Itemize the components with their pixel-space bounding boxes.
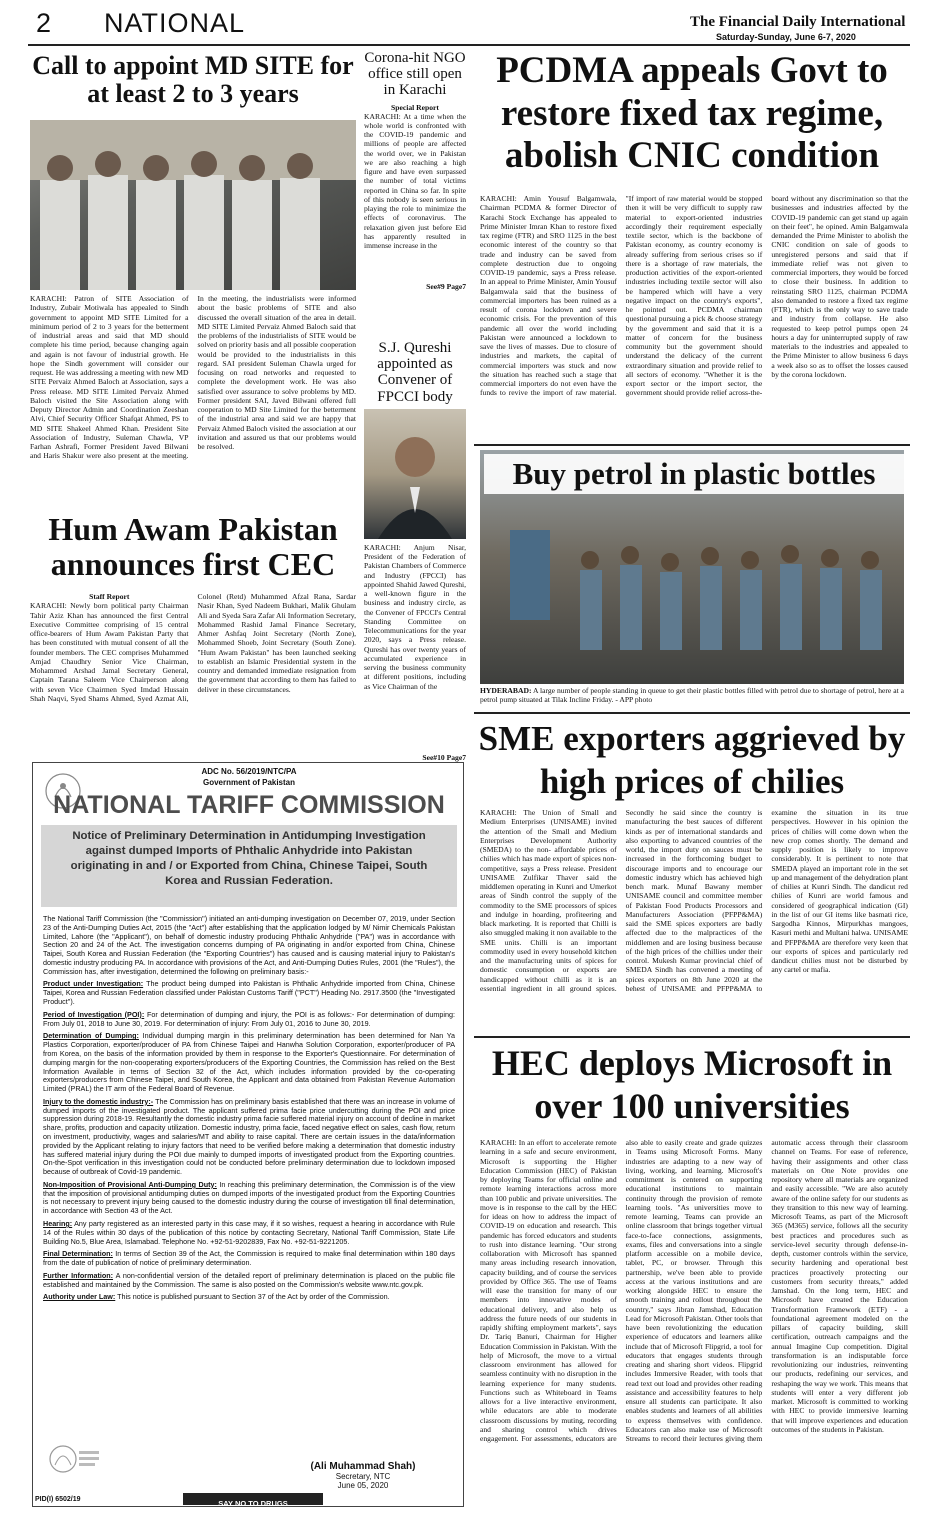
site-text: MD SITE Limited Pervaiz Ahmed Baloch visited the Site Association along with Deputy Director Admin and Coordination Zeeshan Alvi, Chief Security Officer Shafqat Ahmed, PS to MD SITE Shakeel Ahmed Khan. President Site Association of Industry, Suleman Chawla, VP Farhan Ashrafi, Former President Javed Bilwani and Haris Shakur were also present at the meeting. In the meeting, the industrialists were informed about the basic problems of SITE and also discussed the overall situation of the area in detail. MD SITE Limited Pervaiz Ahmed Baloch said that the problems of the industrialists of SITE would be solved on priority basis and all possible cooperation would be provided to the industrialists in this regard. SAI president Suleman Chawla urged for focusing on road networks and requested to complete the development work. He was also satisfied over assurance to solve problems by MD. Former president SAI, Javed Bilwani offered full cooperation to MD Site Limited for the betterment of the industrial area and said we are happy that Pervaiz Ahmed Baloch visited the association at our invitation and assured us that our problems would be resolved. <box>30 294 356 461</box>
tariff-section-title: Hearing: <box>43 1219 73 1228</box>
tariff-section <box>43 1293 455 1302</box>
petrol-story <box>474 444 910 710</box>
tariff-section-text: For determination of dumping and injury, the POI is as follows:- For determination of dumping: From July 01, 2018 to June 30, 2019. For determination of injury: From July 01, 2016 to June 30, 2019. <box>43 1009 455 1028</box>
tariff-section-title: Non-Imposition of Provisional Anti-Dumping Duty: <box>43 1179 217 1189</box>
hum-awam-byline: Staff Report <box>89 592 130 601</box>
tariff-signature <box>263 1461 463 1490</box>
ngo-headline: Corona-hit NGO office still open in Karachi <box>364 50 466 99</box>
tariff-section-text: The product being dumped into Pakistan is Phthalic Anhydride imported from China, Chinese Taipei, Korea and Russian Federation classified under Pakistan Customs Tariff ("PCT") Heading No. 2917.3500 (the "Investigated Product"). <box>43 979 455 1007</box>
section-name: NATIONAL <box>104 8 246 38</box>
queue-figures <box>480 450 904 684</box>
petrol-queue-photo <box>480 450 904 684</box>
hec-story <box>474 1036 910 1506</box>
tariff-notice-box <box>41 825 457 907</box>
tariff-sections <box>43 980 455 1302</box>
qureshi-headline: S.J. Qureshi appointed as Convener of FPCCI body <box>377 340 453 405</box>
tariff-section <box>43 1250 455 1268</box>
signatory-date: June 05, 2020 <box>337 1481 389 1490</box>
tariff-section-text: The Commission has on preliminary basis established that there was an increase in volume of dumped imports of the investigated product. The applicant suffered prima facie price undercutting during the POI and price suppression during 2018-19. Resultantly the domestic industry prima facie suffered material injury on account of decline in market share, profits, production and capacity utilization. Domestic industry, prima facie, faced negative effect on sales, cash flow, return on investment, productivity, wages and salaries/MT and ability to raise capital. There are certain issues in the data/information provided by the Applicant relating to injury factors that need to be verified before making a determination that domestic industry has suffered material injury during the POI due mainly to dumped imports of investigated product from the Exporting countries. On-the-Spot verification in this investigation could not be conducted before preliminary determination due to lockdown imposed because of outbreak of Covid-19 pandemic. <box>43 1096 455 1177</box>
sme-headline: SME exporters aggrieved by high prices of chilies <box>478 719 906 801</box>
hum-awam-body <box>30 592 356 760</box>
signatory-title: Secretary, NTC <box>335 1472 391 1481</box>
tariff-section-text: This notice is published pursuant to Section 37 of the Act by order of the Commission. <box>117 1292 390 1302</box>
ngo-continued: See#9 Page7 <box>426 281 466 291</box>
pcdma-headline: PCDMA appeals Govt to restore fixed tax regime, abolish CNIC condition <box>496 50 888 177</box>
pakistan-public-procurement-logo <box>43 1441 103 1495</box>
masthead-rule <box>28 44 910 46</box>
tariff-intro: The National Tariff Commission (the "Commission") initiated an anti-dumping investigation on December 07, 2019, under Section 23 of the Anti-Dumping Duties Act, 2015 (the "Act") after establishing that the application lodged by M/ Nimir Chemicals Pakistan Limited, Lahore (the "Applicant"), on behalf of domestic industry producing Phthalic Anhydride ("PA") was in accordance with Section 20 and 24 of the Act. The investigation concerns dumping of PA originating in and/or exported from China, Chinese Taipei, South Korea and Russian Federation (the "Exporting Countries") has caused and is causing material injury to Pakistan's domestic industry producing PA. In accordance with provisions of the Act, and Anti-Dumping Duties Rules, 2001 (the "Rules"), the Commission has, after investigation, determined the following on preliminary basis:- <box>43 915 455 976</box>
tariff-section-title: Further Information: <box>43 1270 114 1280</box>
site-caption: KARACHI: Patron of SITE Association of Industry, Zubair Motiwala has appealed to Sindh government to appoint MD SITE Limited for a minimum period of 2 to 3 years for the betterment of industrial areas and said that MD should complete his time period, because changing again and again is not favour of industrial growth. He hope the Sindh government will consider our request. He was addressing a meeting with new MD SITE Pervaiz Ahmed Baloch at Association, says a Press release. <box>30 294 189 396</box>
portrait-figure <box>364 409 466 539</box>
tariff-section-title: Authority under Law: <box>43 1292 116 1302</box>
petrol-caption <box>480 686 904 704</box>
sme-story <box>474 712 910 1034</box>
ngo-story <box>364 50 466 340</box>
tariff-section-text: A non-confidential version of the detailed report of preliminary determination is placed on the public file established and maintained by the Commission. The same is also posted on the Commission's website www.ntc.gov.pk. <box>43 1270 455 1289</box>
tariff-section-text: In reaching this preliminary determination, the Commission is of the view that the imposition of provisional antidumping duties on dumped imports of the investigated product from the Exporting Countries is not necessary to prevent injury being caused to the domestic industry during the course of investigation till final determination, in accordance with Section 43 of the Act. <box>43 1179 455 1216</box>
pcdma-body: KARACHI: Amin Yousuf Balgamwala, Chairman PCDMA & former Director of Karachi Stock Exchange has appealed to Prime Minister Imran Khan to restore fixed tax regime (FTR) and SRO 1125 in the best economic interest of the country so that trade and industry can be saved from complete destruction due to ongoing COVID-19 pandemic, says a Press release. In an appeal to Prime Minister, Amin Yousuf Balgamwala said that the business of commercial importers has been ruined as a result of corona lockdown and severe economic crisis. For the prevention of this pandemic all over the world including Pakistan were announced a lockdown to save the lives of masses. Due to closure of industries and markets, the capital of commercial importers was stuck and now the situation has reached such a stage that commercial importers do not even have the funds to revive the import of raw material. "If import of raw material would be stopped then it will be very difficult to supply raw material to export-oriented industries accordingly their requirement especially textile sector, which is the backbone of Pakistan economy, as country economy is already suffering from serious crises so if there is a shortage of raw materials, the production activities of the export-oriented industries including textile sector will also be hampered which will have a very negative impact on the country's exports", he pointed out. PCDMA chairman questional pursuing a pick & choose strategy by the government and said that it is a matter of concern for the business community but the government should understand the delicacy of the current extraordinary situation and provide relief to all sectors of economy. "Whether it is the export sector or the import sector, the government should provide relief across-the-board without any discrimination so that the businesses and industries affected by the COVID-19 pandemic can get stand up again on their feet", he opined. Amin Balgamwala demanded the Prime Minister to abolish the CNIC condition on sale of goods to unregistered persons and said that if immediate relief was not given to commercial importers, they would be forced to close their business. In addition to reinstating SRO 1125, chairman PCDMA also demanded to restore a fixed tax regime (FTR), which is the only way to save trade and industry from collapse. He also requested to keep petrol pumps open 24 hours a day for uninterrupted supply of raw materials to the industries and appealed to the Prime Minister to allow business 6 days a week also so as to offset the losses caused by the corona lockdown. <box>480 194 908 398</box>
tariff-section <box>43 1098 455 1177</box>
slogan-text: SAY NO TO DRUGS <box>218 1499 288 1508</box>
tariff-section-title: Final Determination: <box>43 1249 113 1259</box>
site-meeting-photo <box>30 120 356 290</box>
pcdma-story <box>474 50 910 440</box>
hum-awam-headline: Hum Awam Pakistan announces first CEC <box>48 511 338 582</box>
tariff-body <box>43 915 455 1460</box>
qureshi-body: KARACHI: Anjum Nisar, President of the Federation of Pakistan Chambers of Commerce and Industry (FPCCI) has appointed Shahid Jawed Qureshi, a well-known figure in the business and industry circle, as the Convener of FPCCI's Central Standing Committee on Telecommunications for the year 2020, says a Press release. Qureshi has over twenty years of accumulated experience in serving the business community at different positions, including as Vice Chairman of the <box>364 542 466 691</box>
tariff-pid: PID(I) 6502/19 <box>35 1496 81 1503</box>
tariff-adc: ADC No. 56/2019/NTC/PA <box>201 767 297 776</box>
hum-awam-story <box>28 510 358 760</box>
tariff-section-title: Determination of Dumping: <box>43 1031 139 1041</box>
tariff-section <box>43 1181 455 1216</box>
qureshi-story <box>364 340 466 760</box>
petrol-headline: Buy petrol in plastic bottles <box>512 456 876 491</box>
tariff-section-text: Any party registered as an interested party in this case may, if it so wishes, request a hearing in accordance with Rule 14 of the Rules within 30 days of the publication of this notice by contacting Secretary, National Tariff Commission, State Life Building No.5, Blue Area, Islamabad. Telephone No. +92-51-9202839, Fax No. +92-51-9221205. <box>43 1219 455 1246</box>
tariff-section <box>43 980 455 1006</box>
signatory-name: (Ali Muhammad Shah) <box>310 1461 416 1472</box>
slogan-banner <box>183 1493 323 1508</box>
petrol-caption-text: A large number of people standing in queue to get their plastic bottles filled with petrol due to shortage of petrol, here at a petrol pump situated at Tilak Incline Friday. - APP photo <box>480 686 904 705</box>
site-headline: Call to appoint MD SITE for at least 2 to 3 years <box>32 51 354 109</box>
tariff-section <box>43 1272 455 1290</box>
tariff-section <box>43 1032 455 1093</box>
issue-date: Saturday-Sunday, June 6-7, 2020 <box>716 32 856 42</box>
hum-awam-text: KARACHI: Newly born political party Chairman Tahir Aziz Khan has announced the first Central Executive Committee comprising of 15 central office-bearers of Hum Awam Pakistan Party that has been constituted with mutual consent of all the founder members. The CEC comprises Muhammed Amjad Chaudhry Senior Vice Chairman, Mohammed Arshad Jamal Secretary General, Captain Tarana Saleem Vice Chairperson along with seven Vice Chairmen Syed Imdad Hussain Shah Naqvi, Syed Shams Ahmed, Syed Azmat Ali, Colonel (Retd) Muhammed Afzal Rana, Sardar Nasir Khan, Syed Nadeem Bukhari, Malik Ghulam Ali and Syeda Sara Zafar Ali Information Secretary, Mohammed Rashid Jamal Finance Secretary, Ahmer Ashfaq Joint Secretary (North Zone), Mohammed Shoeb, Joint Secretary (South Zone). "Hum Awam Pakistan" has been launched seeking to establish an Islamic Presidential system in the country and demanded immediate resignation from the government that according to them has failed to deliver in these circumstances. <box>30 592 356 703</box>
tariff-section-title: Period of Investigation (POI): <box>43 1009 145 1019</box>
tariff-section <box>43 1011 455 1029</box>
masthead <box>0 0 945 46</box>
sme-body: KARACHI: The Union of Small and Medium Enterprises (UNISAME) invited the attention of the Small and Medium Enterprises Development Authority (SMEDA) to the non- affordable prices of chilies which has made export of spices non-competitive, says a Press release. President UNISAME Zulfikar Thaver said the middlemen operating in Kunri and Umerkot areas of Sindh control the supply of the commodity to the SME processors of spices and indulge in hoarding, profiteering and black marketing. It is reported that Chilli is also smuggled making it non available to the SME units. Chilli is an important commodity used in every household kitchen and the manufacturing units of spices for domestic consumption or exports are handicapped without chilli as it is an essential ingredient in all ground spices. Secondly he said since the country is manufacturing the best sauces of different kinds as per of international standards and also exporting to advanced countries of the world, the import duty on sauces must be increased in the forthcoming budget to discourage imports and to encourage our domestic industry which has achieved high bench mark. Munaf Bawany member UNISAME council and committee member of Pakistan Food Products Processors and Manufacturers Association (PFPP&MA) said the SME spices exporters are badly affected due to the malpractices of the middlemen and are losing business because of the high prices of the chillies under their control. Mukesh Kumar provincial chief of SMEDA Sindh has convened a meeting of spices exporters on 8th June 2020 at the behest of UNISAME and PFPP&MA to examine the situation in its true perspectives. However in his opinion the prices of chilies will come down when the new crop comes shortly. The demand and supply position is likely to improve considerably. It is pertinent to note that SMEDA played an important role in the set up and management of the dehydration plant of chilies at Kunri Sindh. The dandicut red chilies of Kunri are world famous and considered of geographical indication (GI) in the list of our GI items like basmati rice, Sargodha Kinnos, Mirpurkhas mangoes, Kasuri methi and Multani halwa. UNISAME and PFPP&MA are therefore very keen that our exports of spices and particularly red dandicut chilies must not be disturbed by any cartel or mafia. <box>480 808 908 993</box>
tariff-section-title: Injury to the domestic industry:- <box>43 1096 154 1106</box>
tariff-notice: Notice of Preliminary Determination in Antidumping Investigation against dumped Imports of Phthalic Anhydride into Pakistan originating in and / or Exported from China, Chinese Taipei, South Korea and Russian Federation. <box>70 830 428 888</box>
tariff-section-text: Individual dumping margin in this preliminary determination has been determined for Nan Ya Plastics Corporation, exporter/producer of PA from Chinese Taipei and Hanwha Solution Corporation, exporter/producer of PA from Korea, on the basis of the information provided by them in response to the Exporter's Questionnaire. For determination of dumping margin for the non-cooperating exporters/producers of the Exporting Countries, the Commission has relied on the Best Information Available in terms of Section 32 of the Act, which includes information provided by the co-operating exporters/producers from Chinese Taipei, and South Korea, the Applicant and data obtained from Pakistan Revenue Automation Limited (PRAL) the IT arm of the Federal Board of Revenue. <box>43 1031 455 1094</box>
page-number: 2 <box>36 8 52 38</box>
site-story <box>28 50 358 510</box>
tariff-section-title: Product under Investigation: <box>43 979 144 989</box>
paper-name: The Financial Daily International <box>690 14 906 30</box>
petrol-caption-place: HYDERABAD: <box>480 686 532 695</box>
tariff-gov: Government of Pakistan <box>202 778 296 787</box>
ngo-body: KARACHI: At a time when the whole world is confronted with the COVID-19 pandemic and millions of people are affected the world over, we in Pakistan we are also reaching a high figure and have even surpassed the number of total victims reported in China so far. In spite of this nobody is seen serious in playing the role to minimize the effects of coronavirus. The relaxation given just before Eid has apparently resulted in immense increase in the <box>364 111 466 251</box>
site-body <box>30 294 356 508</box>
hec-body: KARACHI: In an effort to accelerate remote learning in a safe and secure environment, Microsoft is supporting the Higher Education Commission (HEC) of Pakistan by deploying Teams for official online and remote learning interactions across more than 100 public and private universities. The move is in response to the call by the HEC for ideas on how to address the impact of COVID-19 on education and research. This pandemic has forced educators and students to rush into distance learning. "Our strong collaboration with Microsoft has spanned many areas including research innovation, capacity building, and of course the services provided by Office 365. The use of Teams will ease the transition for many of our members into innovative modes of educational delivery, and also help us address the future needs of our students in rapidly shifting employment markets", says Dr. Tariq Banuri, Chairman for Higher Education Commission in Pakistan. With the help of Microsoft, the move to a virtual classroom environment has allowed for seamless continuity with no disruption in the learning experience for many students. Functions such as Whiteboard in Teams allows for a live interactive environment, while educators are able to moderate classroom discussions by muting, recording and sharing control which drives engagement. For assessments, educators are also able to easily create and grade quizzes in Teams using Microsoft Forms. Many industries are adapting to a new way of living, working, and learning. Microsoft's commitment is centered on supporting educational institutions to maintain continuity through the provision of remote learning tools. "As universities move to remote learning, Teams can provide an online classroom that brings together virtual face-to-face connections, assignments, exams, files and conversations into a single platform accessible on a mobile device, tablet, PC, or browser. Through this partnership, we've been able to provide access at the various institutions and are working alongside HEC to ensure the smooth training and rollout throughout the country," says Jibran Jamshad, Education Lead for Microsoft Pakistan. Other tools that have been revolutionizing the education experience of educators and learners alike include that of Microsoft Flipgrid, a tool for educators that engages students through creating and sharing short videos. Flipgrid includes Immersive Reader, with tools that read text out load and provides other reading assistance and accessibility features to help ensure all students can participate. It also enables students and learners of all abilities to express themselves with confidence. Educators can also make use of Microsoft Streams to record their lectures giving them automatic access through their classroom channel on Teams. For ease of reference, having their assignments and other class materials on One Note provides one repository where all materials are organized and easily accessible. "We are also acutely aware of the online safety for our students as they transition to this new way of learning. Microsoft Teams, as part of the Microsoft 365 (M365) service, follows all the security best practices and procedures such as service-level security through defense-in-depth, customer controls within the service, security hardening and operational best practices proactively protecting our customers from security threats," added Jamshad. On the long term, HEC and Microsoft have created the Education Transformation Framework (ETF) - a foundational agreement modeled on the pillars of capacity building, skill certification, outreach campaigns and the annual Imagine Cup competition. Digital transformation is an indisputable force revolutionizing our industries, reinventing our products, redefining our services, and reshaping the way we work. This means that students will enter a very different job market. Microsoft is committed to working with HEC to provide immersive learning that will improve experiences and education outcomes of the students in Pakistan. <box>480 1138 908 1443</box>
tariff-section-text: In terms of Section 39 of the Act, the Commission is required to make final determination within 180 days from the date of publication of notice of preliminary determination. <box>43 1249 455 1268</box>
tariff-commission-ad <box>32 762 464 1507</box>
tariff-title: NATIONAL TARIFF COMMISSION <box>53 791 445 819</box>
qureshi-continued: See#10 Page7 <box>422 752 466 762</box>
tariff-section <box>43 1220 455 1246</box>
ngo-byline: Special Report <box>391 102 439 112</box>
site-photo-figures <box>30 120 356 290</box>
hec-headline: HEC deploys Microsoft in over 100 universities <box>491 1043 893 1127</box>
qureshi-portrait <box>364 409 466 539</box>
